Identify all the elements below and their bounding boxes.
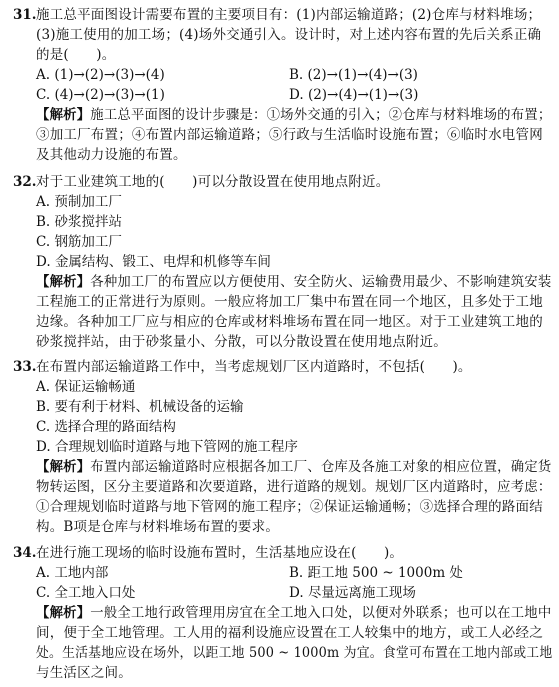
option-b: B. (2)→(1)→(4)→(3) (289, 67, 418, 83)
question-number: 33. (13, 359, 37, 375)
analysis-line: 间，便于全工地管理。工人用的福利设施应设置在工人较集中的地方，或工人必经之 (36, 625, 543, 641)
analysis-tag: 【解析】 (36, 459, 91, 475)
analysis-tag: 【解析】 (36, 605, 91, 621)
analysis-tag: 【解析】 (36, 107, 91, 123)
analysis-line: 及其他动力设施的布置。 (36, 147, 187, 163)
option-d: D. 合理规划临时道路与地下管网的施工程序 (36, 439, 298, 455)
analysis-line: 【解析】各种加工厂的布置应以方便使用、安全防火、运输费用最少、不影响建筑安装 (36, 274, 552, 290)
analysis-line: 【解析】布置内部运输道路时应根据各加工厂、仓库及各施工对象的相应位置，确定货 (36, 459, 552, 475)
option-d: D. (2)→(4)→(1)→(3) (289, 87, 419, 103)
option-a: A. 保证运输畅通 (36, 379, 136, 395)
option-a: A. 工地内部 (36, 565, 109, 581)
analysis-line: 【解析】施工总平面图的设计步骤是：①场外交通的引入；②仓库与材料堆场的布置； (36, 107, 552, 123)
analysis-line: 处。生活基地应设在场外，以距工地 500 ~ 1000m 为宜。食堂可布置在工地内部或工地 (36, 645, 553, 661)
analysis-line: 与生活区之间。 (36, 665, 132, 681)
option-c: C. (4)→(2)→(3)→(1) (36, 87, 165, 103)
analysis-line: 物转运图，区分主要道路和次要道路，进行道路的规划。规划厂区内道路时，应考虑： (36, 479, 552, 495)
question-stem-line: 在布置内部运输道路工作中，当考虑规划厂区内道路时，不包括( )。 (36, 359, 472, 375)
question-number: 32. (13, 174, 37, 190)
option-b: B. 距工地 500 ~ 1000m 处 (289, 565, 463, 581)
analysis-line: 工程施工的正常进行为原则。一般应将加工厂集中布置在同一个地区，且多处于工地 (36, 294, 543, 310)
analysis-tag: 【解析】 (36, 274, 91, 290)
analysis-line: ①合理规划临时道路与地下管网的施工程序；②保证运输通畅；③选择合理的路面结 (36, 499, 543, 515)
question-stem-line: 施工总平面图设计需要布置的主要项目有：(1)内部运输道路；(2)仓库与材料堆场； (36, 7, 542, 23)
question-number: 34. (13, 545, 37, 561)
option-c: C. 钢筋加工厂 (36, 234, 122, 250)
option-d: D. 尽量远离施工现场 (289, 585, 416, 601)
question-stem-line: 在进行施工现场的临时设施布置时，生活基地应设在( )。 (36, 545, 404, 561)
question-stem-line: 的是( )。 (36, 47, 116, 63)
analysis-line: 砂浆搅拌站，由于砂浆量小、分散，可以分散设置在使用地点附近。 (36, 334, 447, 350)
analysis-line: 【解析】一般全工地行政管理用房宜在全工地入口处，以便对外联系；也可以在工地中 (36, 605, 552, 621)
option-c: C. 选择合理的路面结构 (36, 419, 176, 435)
option-d: D. 金属结构、锻工、电焊和机修等车间 (36, 254, 271, 270)
option-c: C. 全工地入口处 (36, 585, 136, 601)
analysis-line: ③加工厂布置；④布置内部运输道路；⑤行政与生活临时设施布置；⑥临时水电管网 (36, 127, 543, 143)
question-stem-line: (3)施工使用的加工场；(4)场外交通引入。设计时，对上述内容布置的先后关系正确 (36, 27, 542, 43)
question-stem-line: 对于工业建筑工地的( )可以分散设置在使用地点附近。 (36, 174, 390, 190)
question-number: 31. (13, 7, 37, 23)
analysis-line: 边缘。各种加工厂应与相应的仓库或材料堆场布置在同一地区。对于工业建筑工地的 (36, 314, 543, 330)
option-a: A. (1)→(2)→(3)→(4) (36, 67, 165, 83)
option-b: B. 要有利于材料、机械设备的运输 (36, 399, 244, 415)
option-a: A. 预制加工厂 (36, 194, 122, 210)
option-b: B. 砂浆搅拌站 (36, 214, 123, 230)
analysis-line: 构。B项是仓库与材料堆场布置的要求。 (36, 519, 280, 535)
